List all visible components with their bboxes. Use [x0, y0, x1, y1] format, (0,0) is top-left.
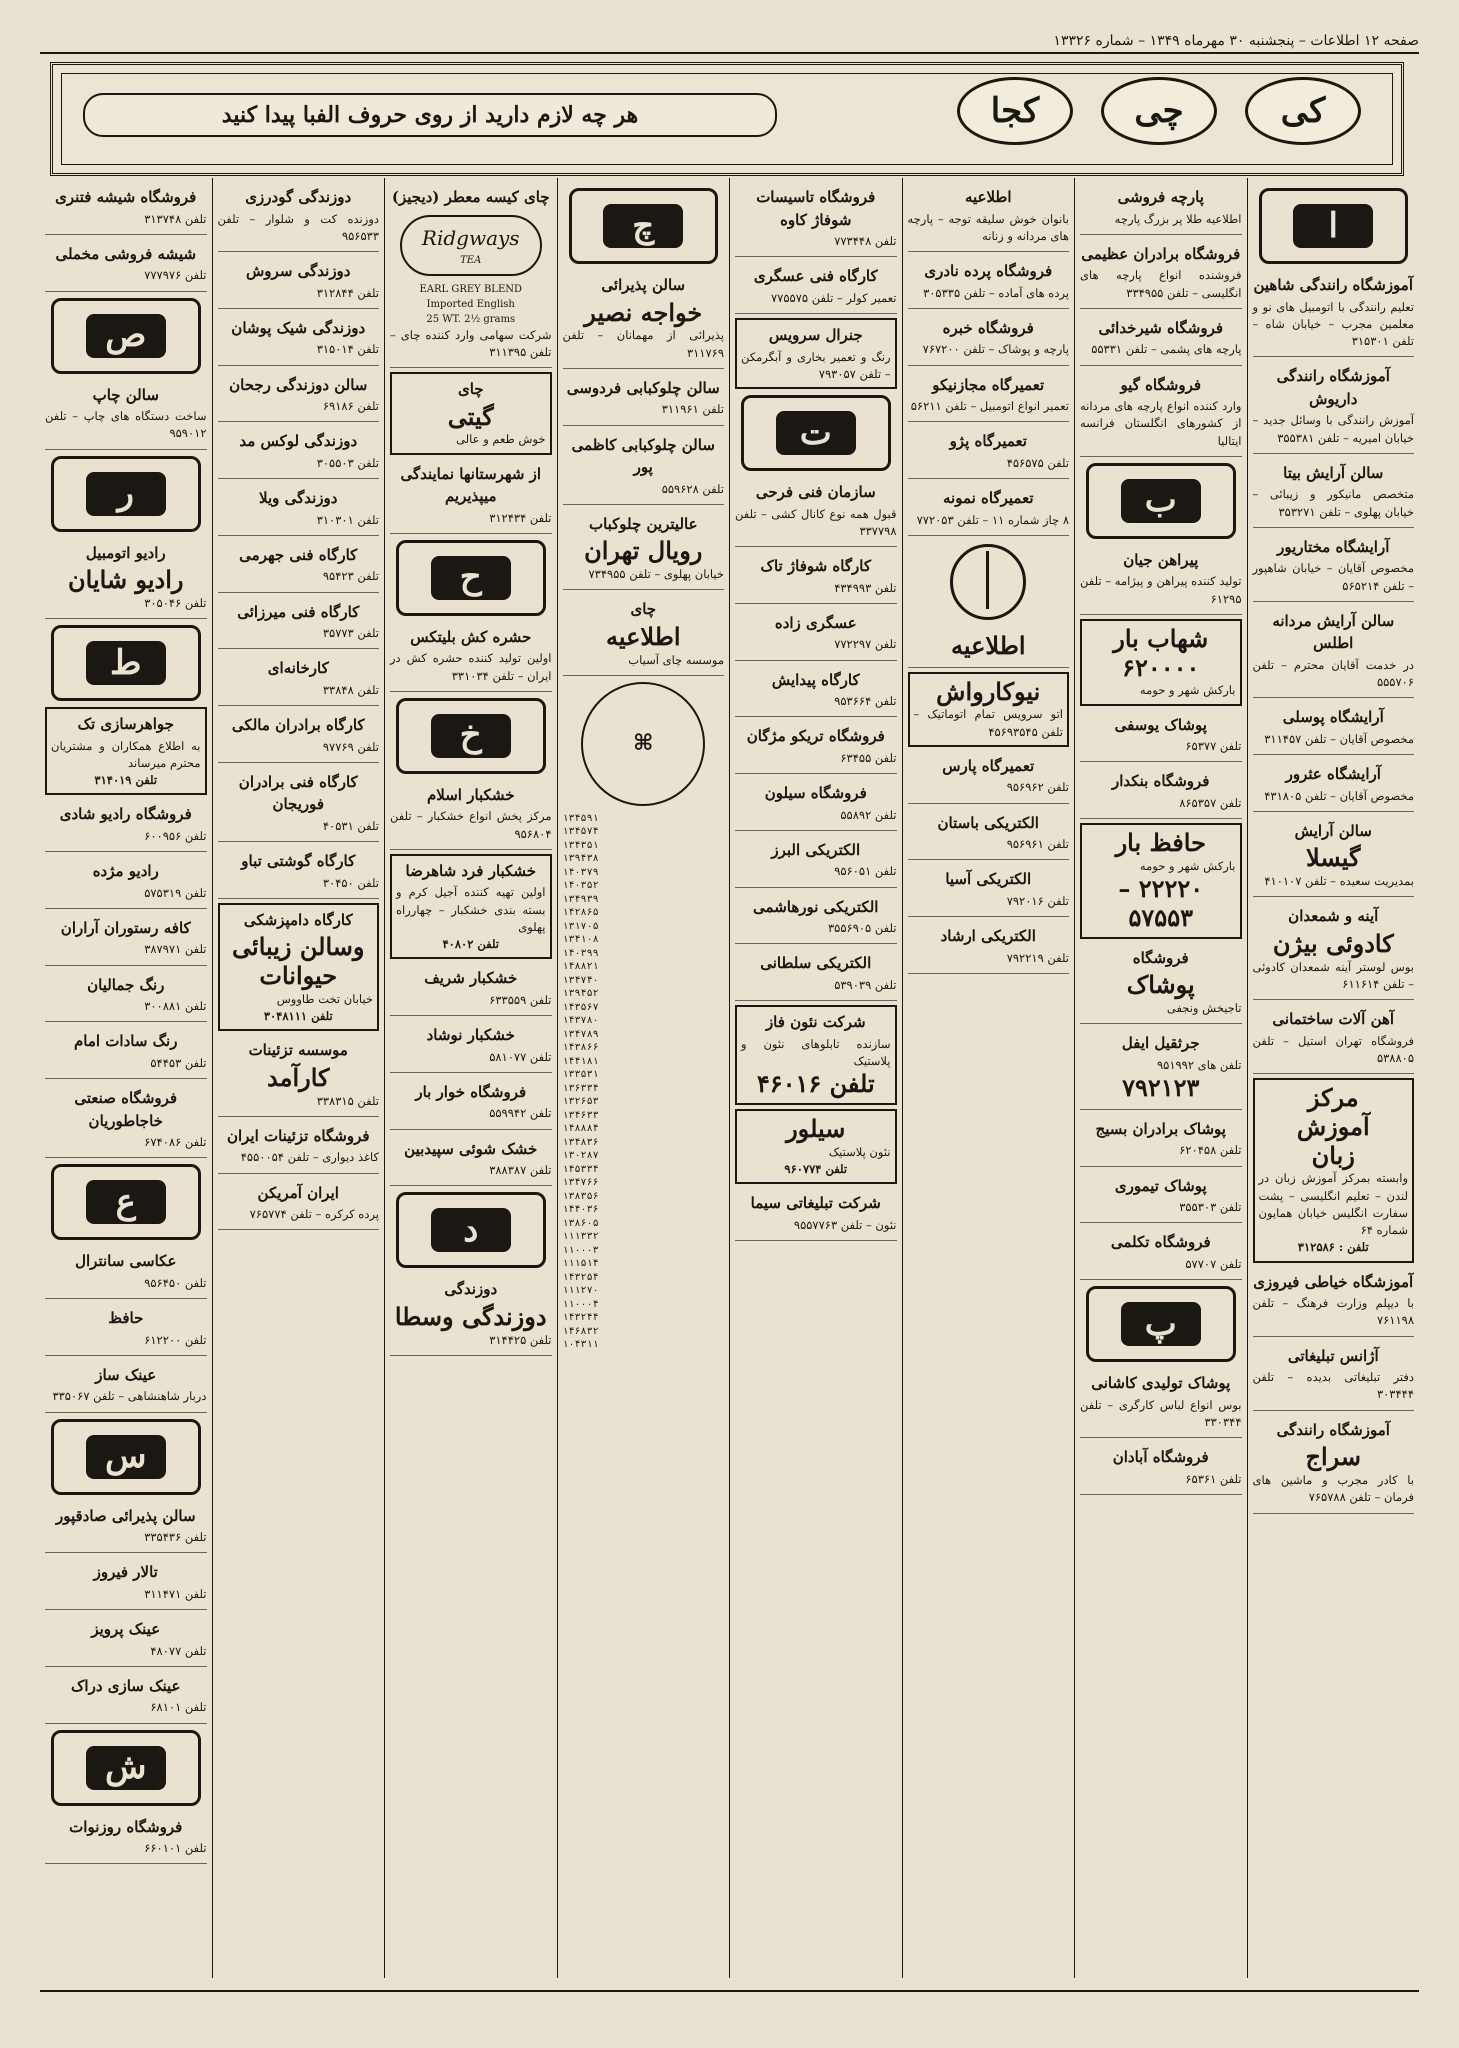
- ad: عینک پرویز تلفن ۴۸۰۷۷: [45, 1614, 207, 1667]
- banner-title: [957, 77, 1361, 145]
- number-entry: ۱۳۴۶۳۳: [562, 1109, 599, 1121]
- ad: فروشگاه تکلمی تلفن ۵۷۷۰۷: [1080, 1227, 1242, 1280]
- number-entry: ۱۴۰۳۷۹: [562, 866, 599, 878]
- number-entry: ۱۳۴۸۳۶: [562, 1136, 599, 1148]
- ad: خشک شوئی سپیدبین تلفن ۳۸۸۳۸۷: [390, 1134, 552, 1187]
- ad: فروشگاه پرده نادری پرده های آماده – تلفن ۳۰۵۳۳۵: [908, 256, 1070, 309]
- neo-carwash-ad: نیوکارواش اتو سرویس تمام اتوماتیک – تلفن ۴۵۶۹۳۵۴۵: [908, 672, 1070, 747]
- number-entry: ۱۱۰۰۰۳: [562, 1244, 599, 1256]
- ad: کارخانه‌ای تلفن ۳۳۸۴۸: [218, 653, 380, 706]
- number-entry: ۱۳۴۷۸۹: [562, 1028, 599, 1040]
- number-entry: ۱۱۱۲۷۰: [562, 1285, 599, 1297]
- number-entry: ۱۳۴۹۳۹: [562, 893, 599, 905]
- letter-dal-header: د: [396, 1192, 546, 1268]
- ad: فروشگاه سیلون تلفن ۵۵۸۹۲: [735, 778, 897, 831]
- number-entry: ۱۴۴۱۸۱: [562, 1055, 599, 1067]
- letter-re-header: ر: [51, 456, 201, 532]
- ad: سالن آرایش بیتا متخصص مانیکور و زیبائی – خیابان پهلوی – تلفن ۳۵۳۲۷۱: [1253, 458, 1415, 528]
- ad: عینک ساز دربار شاهنشاهی – تلفن ۳۳۵۰۶۷: [45, 1360, 207, 1413]
- number-entry: ۱۴۲۸۶۵: [562, 907, 599, 919]
- ad: دوزندگی دوزندگی وسطا تلفن ۳۱۴۴۲۵: [390, 1274, 552, 1356]
- ad: خشکبار شریف تلفن ۶۳۳۵۵۹: [390, 963, 552, 1016]
- neon-faz-ad: شرکت نئون فاز سازنده تابلوهای نئون و پلاستیک تلفن ۴۶۰۱۶: [735, 1005, 897, 1105]
- ad: سالن دوزندگی رجحان تلفن ۶۹۱۸۶: [218, 370, 380, 423]
- column-2: [1074, 178, 1247, 1978]
- ad: الکتریکی آسیا تلفن ۷۹۲۰۱۶: [908, 864, 1070, 917]
- ad: از شهرستانها نمایندگی میپذیریم تلفن ۳۱۲۴۳۴: [390, 459, 552, 534]
- ad: کارگاه پیدایش تلفن ۹۵۳۶۶۴: [735, 665, 897, 718]
- number-entry: ۱۳۴۱۰۸: [562, 934, 599, 946]
- ad: چای اطلاعیه موسسه چای آسیاب: [563, 594, 725, 676]
- ad: فروشگاه تزئینات ایران کاغذ دیواری – تلفن ۴۵۵۰۰۵۴: [218, 1121, 380, 1174]
- mercedes-logo-icon: [950, 544, 1026, 620]
- ad: فروشگاه آبادان تلفن ۶۵۳۶۱: [1080, 1442, 1242, 1495]
- ad: پوشاک برادران بسیج تلفن ۶۲۰۴۵۸: [1080, 1114, 1242, 1167]
- ad: سالن چاپ ساخت دستگاه های چاپ – تلفن ۹۵۹۰۱۲: [45, 380, 207, 450]
- number-entry: ۱۳۹۴۵۲: [562, 988, 599, 1000]
- ad: دوزندگی لوکس مد تلفن ۳۰۵۵۰۳: [218, 426, 380, 479]
- jewelry-ad: جواهرسازی تک به اطلاع همکاران و مشتریان محترم میرساند تلفن ۳۱۴۰۱۹: [45, 707, 207, 795]
- ad: فروشگاه صنعتی خاجاطوریان تلفن ۶۷۴۰۸۶: [45, 1083, 207, 1158]
- ad: تعمیرگاه پژو تلفن ۴۵۶۵۷۵: [908, 426, 1070, 479]
- ad: آرایشگاه عثرور مخصوص آقایان – تلفن ۴۳۱۸۰۵: [1253, 759, 1415, 812]
- ad: خشکبار نوشاد تلفن ۵۸۱۰۷۷: [390, 1020, 552, 1073]
- windmill-logo-icon: ⌘: [581, 682, 705, 806]
- number-entry: ۱۴۳۷۸۰: [562, 1015, 599, 1027]
- number-entry: ۱۳۴۳۵۱: [562, 839, 599, 851]
- ad: سالن چلوکبابی کاظمی پور تلفن ۵۵۹۶۲۸: [563, 430, 725, 505]
- page-header: [40, 30, 1419, 54]
- ad: فروشگاه خوار بار تلفن ۵۵۹۹۴۲: [390, 1077, 552, 1130]
- ad: کارگاه فنی عسگری تعمیر کولر – تلفن ۷۷۵۵۷۵: [735, 261, 897, 314]
- header-info: صفحه ۱۲ اطلاعات – پنجشنبه ۳۰ مهرماه ۱۳۴۹ – شماره ۱۳۳۲۶: [1053, 33, 1419, 49]
- number-entry: ۱۴۰۳۵۲: [562, 880, 599, 892]
- column-5: [557, 178, 730, 1978]
- letter-shin-header: ش: [51, 1730, 201, 1806]
- silvor-ad: سیلور نئون پلاستیک تلفن ۹۶۰۷۷۴: [735, 1109, 897, 1184]
- ridgways-tea-ad: چای کیسه معطر (دیجیز) Ridgways TEA EARL GREY BLEND Imported English 25 WT. 2½ grams شرکت سهامی وارد کننده چای – تلفن ۳۱۱۳۹۵: [390, 182, 552, 368]
- ad: پوشاک یوسفی تلفن ۶۵۳۷۷: [1080, 710, 1242, 763]
- column-7: [212, 178, 385, 1978]
- ad: سالن آرایش مردانه اطلس در خدمت آقایان محترم – تلفن ۵۵۵۷۰۶: [1253, 606, 1415, 699]
- number-entry: ۱۳۶۳۳۴: [562, 1082, 599, 1094]
- ad: خشکبار اسلام مرکز پخش انواع خشکبار – تلفن ۹۵۶۸۰۴: [390, 780, 552, 850]
- ad: رنگ سادات امام تلفن ۵۴۴۵۳: [45, 1026, 207, 1079]
- ad: پیراهن جیان تولید کننده پیراهن و پیژامه – تلفن ۶۱۲۹۵: [1080, 545, 1242, 615]
- crane-ad: جرثقیل ایفل تلفن های ۹۵۱۹۹۲ ۷۹۲۱۲۳: [1080, 1028, 1242, 1110]
- ad: الکتریکی باستان تلفن ۹۵۶۹۶۱: [908, 808, 1070, 861]
- ad: الکتریکی ارشاد تلفن ۷۹۲۲۱۹: [908, 921, 1070, 974]
- ad: تعمیرگاه پارس تلفن ۹۵۶۹۶۲: [908, 751, 1070, 804]
- letter-be-header: ب: [1086, 463, 1236, 539]
- ad: تعمیرگاه نمونه ۸ چاز شماره ۱۱ – تلفن ۷۷۲۰۵۳: [908, 483, 1070, 536]
- ad: شرکت تبلیغاتی سیما نئون – تلفن ۹۵۵۷۷۶۳: [735, 1188, 897, 1241]
- banner-word-ki: کی: [1245, 77, 1361, 145]
- ad: فروشگاه تریکو مژگان تلفن ۶۳۴۵۵: [735, 721, 897, 774]
- ad: پوشاک تیموری تلفن ۳۵۵۳۰۳: [1080, 1171, 1242, 1224]
- number-entry: ۱۴۰۳۹۹: [562, 947, 599, 959]
- letter-ein-header: ع: [51, 1164, 201, 1240]
- letter-sin-header: س: [51, 1419, 201, 1495]
- letter-te-header: ت: [741, 395, 891, 471]
- ad: فروشگاه شیرخدائی پارچه های پشمی – تلفن ۵۵۳۳۱: [1080, 313, 1242, 366]
- ad: خشکبار فرد شاهرضا اولین تهیه کننده آجیل کرم و بسته بندی خشکبار – چهارراه پهلوی تلفن ۴۰۸۰۲: [390, 854, 552, 960]
- number-entry: ۱۴۶۸۳۲: [562, 1325, 599, 1337]
- ad: شیشه فروشی مخملی تلفن ۷۷۷۹۷۶: [45, 239, 207, 292]
- ad: آرایشگاه پوسلی مخصوص آقایان – تلفن ۳۱۱۴۵۷: [1253, 702, 1415, 755]
- number-entry: ۱۴۴۰۳۶: [562, 1204, 599, 1216]
- giti-tea-ad: چای گیتی خوش طعم و عالی: [390, 372, 552, 455]
- vet-clinic-ad: کارگاه دامپزشکی وسالن زیبائی حیوانات خیابان تخت طاووس تلفن ۳۰۴۸۱۱۱: [218, 903, 380, 1032]
- ad: حافظ تلفن ۶۱۲۲۰۰: [45, 1303, 207, 1356]
- lottery-number-list: [563, 812, 725, 1352]
- number-entry: ۱۳۴۵۹۱: [562, 812, 599, 824]
- ad: عینک سازی دراک تلفن ۶۸۱۰۱: [45, 1671, 207, 1724]
- ad: دوزندگی سروش تلفن ۳۱۲۸۴۴: [218, 256, 380, 309]
- ad: آموزشگاه رانندگی داریوش آموزش رانندگی با وسائل جدید – خیابان امیریه – تلفن ۳۵۵۳۸۱: [1253, 361, 1415, 454]
- letter-che-header: چ: [569, 188, 719, 264]
- ad: آموزشگاه رانندگی سراج با کادر مجرب و ماشین های فرمان – تلفن ۷۶۵۷۸۸: [1253, 1415, 1415, 1514]
- ad: الکتریکی نورهاشمی تلفن ۳۵۵۶۹۰۵: [735, 892, 897, 945]
- ad: سالن چلوکبابی فردوسی تلفن ۳۱۱۹۶۱: [563, 373, 725, 426]
- number-entry: ۱۳۲۶۵۳: [562, 1096, 599, 1108]
- banner-word-chi: چی: [1101, 77, 1217, 145]
- ad: الکتریکی سلطانی تلفن ۵۳۹۰۳۹: [735, 948, 897, 1001]
- letter-alef-header: ا: [1259, 188, 1409, 264]
- letter-he-header: ح: [396, 540, 546, 616]
- ad: فروشگاه شیشه فتنری تلفن ۳۱۳۷۴۸: [45, 182, 207, 235]
- ad: فروشگاه خبره پارچه و پوشاک – تلفن ۷۶۷۲۰۰: [908, 313, 1070, 366]
- ad: آهن آلات ساختمانی فروشگاه تهران استیل – تلفن ۵۳۸۸۰۵: [1253, 1004, 1415, 1074]
- number-entry: ۱۱۰۰۰۴: [562, 1298, 599, 1310]
- ad: عالیترین چلوکباب رویال تهران خیابان پهلوی – تلفن ۷۳۴۹۵۵: [563, 509, 725, 591]
- number-entry: ۱۳۸۳۵۶: [562, 1190, 599, 1202]
- ad: تعمیرگاه مجازنیکو تعمیر انواع اتومبیل – تلفن ۵۶۲۱۱: [908, 370, 1070, 423]
- ad: کارگاه برادران مالکی تلفن ۹۷۷۶۹: [218, 710, 380, 763]
- ad: دوزندگی شیک پوشان تلفن ۳۱۵۰۱۴: [218, 313, 380, 366]
- number-entry: ۱۳۴۵۷۴: [562, 826, 599, 838]
- ad: آینه و شمعدان کادوئی بیژن بوس لوستر آینه شمعدان کادوئی – تلفن ۶۱۱۶۱۴: [1253, 901, 1415, 1000]
- ad: اطلاعیه بانوان خوش سلیقه توجه – پارچه های مردانه و زنانه: [908, 182, 1070, 252]
- ad: حشره کش بلیتکس اولین تولید کننده حشره کش در ایران – تلفن ۳۳۱۰۳۴: [390, 622, 552, 692]
- number-entry: ۱۴۸۸۸۴: [562, 1123, 599, 1135]
- column-4: [729, 178, 902, 1978]
- classified-banner: [50, 62, 1404, 176]
- ad: آرایشگاه مختاریور مخصوص آقایان – خیابان شاهپور – تلفن ۵۶۵۲۱۴: [1253, 532, 1415, 602]
- ad: دوزندگی ویلا تلفن ۳۱۰۳۰۱: [218, 483, 380, 536]
- column-6: [384, 178, 557, 1978]
- number-entry: ۱۳۳۵۳۱: [562, 1069, 599, 1081]
- ad: پوشاک تولیدی کاشانی بوس انواع لباس کارگری – تلفن ۳۳۰۳۴۴: [1080, 1368, 1242, 1438]
- number-entry: ۱۴۳۸۶۶: [562, 1042, 599, 1054]
- shahab-bar-ad: شهاب بار ۶۲۰۰۰۰ بارکش شهر و حومه: [1080, 619, 1242, 706]
- ad: سالن پذیرائی صادقپور تلفن ۳۳۵۴۳۶: [45, 1501, 207, 1554]
- ad: رادیو مژده تلفن ۵۷۵۳۱۹: [45, 856, 207, 909]
- ad: موسسه تزئینات کارآمد تلفن ۳۳۸۳۱۵: [218, 1035, 380, 1117]
- banner-note: هر چه لازم دارید از روی حروف الفبا پیدا کنید: [83, 93, 777, 137]
- ad: آموزشگاه رانندگی شاهین تعلیم رانندگی با اتومبیل های نو و معلمین مجرب – خیابان شاه – تلفن ۳۱۵۳۰۱: [1253, 270, 1415, 357]
- ad: فروشگاه روزنوات تلفن ۶۶۰۱۰۱: [45, 1812, 207, 1865]
- number-entry: ۱۴۸۸۲۱: [562, 961, 599, 973]
- ad: سازمان فنی فرحی قبول همه نوع کانال کشی – تلفن ۳۳۷۷۹۸: [735, 477, 897, 547]
- ad: کارگاه فنی میرزائی تلفن ۳۵۷۷۳: [218, 597, 380, 650]
- number-entry: ۱۳۸۶۰۵: [562, 1217, 599, 1229]
- column-1: [1247, 178, 1420, 1978]
- number-entry: ۱۱۱۵۱۴: [562, 1258, 599, 1270]
- ad: کارگاه فنی جهرمی تلفن ۹۵۴۲۳: [218, 540, 380, 593]
- number-entry: ۱۳۴۷۶۶: [562, 1177, 599, 1189]
- number-entry: ۱۱۱۳۳۲: [562, 1231, 599, 1243]
- number-entry: ۱۴۵۳۳۴: [562, 1163, 599, 1175]
- ad: جنرال سرویس رنگ و تعمیر بخاری و آبگرمکن – تلفن ۷۹۳۰۵۷: [735, 318, 897, 389]
- ad: فروشگاه گیو وارد کننده انواع پارچه های مردانه از کشورهای انگلستان فرانسه ایتالیا: [1080, 370, 1242, 457]
- notice-ad: اطلاعیه: [908, 628, 1070, 668]
- ad: ایران آمریکن پرده کرکره – تلفن ۷۶۵۷۷۴: [218, 1178, 380, 1231]
- banner-word-koja: کجا: [957, 77, 1073, 145]
- ad: فروشگاه بنکدار تلفن ۸۶۵۳۵۷: [1080, 766, 1242, 819]
- ridgways-logo: Ridgways TEA: [400, 215, 542, 276]
- ad: آژانس تبلیغاتی دفتر تبلیغاتی بدیده – تلفن ۳۰۳۴۴۴: [1253, 1341, 1415, 1411]
- classified-columns: [40, 178, 1419, 1978]
- column-3: [902, 178, 1075, 1978]
- ad: فروشگاه تاسیسات شوفاژ کاوه تلفن ۷۷۳۴۴۸: [735, 182, 897, 257]
- number-entry: ۱۴۳۲۵۴: [562, 1271, 599, 1283]
- letter-khe-header: خ: [396, 698, 546, 774]
- letter-pe-header: پ: [1086, 1286, 1236, 1362]
- ad: کارگاه فنی برادران فوریجان تلفن ۴۰۵۳۱: [218, 767, 380, 842]
- ad: فروشگاه رادیو شادی تلفن ۶۰۰۹۵۶: [45, 799, 207, 852]
- footer-rule: [40, 1990, 1419, 1992]
- ad: پارچه فروشی اطلاعیه طلا پر بزرگ پارچه: [1080, 182, 1242, 235]
- ad: فروشگاه پوشاک تاجیخش ونجفی: [1080, 943, 1242, 1025]
- ad: آموزشگاه خیاطی فیروزی با دیپلم وزارت فرهنگ – تلفن ۷۶۱۱۹۸: [1253, 1267, 1415, 1337]
- letter-sad-header: ص: [51, 298, 201, 374]
- ad: عکاسی سانترال تلفن ۹۵۶۴۵۰: [45, 1246, 207, 1299]
- number-entry: ۱۳۰۲۸۷: [562, 1150, 599, 1162]
- letter-ta-header: ط: [51, 625, 201, 701]
- column-8: [40, 178, 212, 1978]
- ad: الکتریکی البرز تلفن ۹۵۶۰۵۱: [735, 835, 897, 888]
- ad: کارگاه گوشتی تباو تلفن ۳۰۴۵۰: [218, 846, 380, 899]
- number-entry: ۱۳۴۷۴۰: [562, 974, 599, 986]
- ad: کافه رستوران آراران تلفن ۳۸۷۹۷۱: [45, 913, 207, 966]
- ad: دوزندگی گودرزی دوزنده کت و شلوار – تلفن ۹۵۶۵۳۳: [218, 182, 380, 252]
- number-entry: ۱۳۹۴۳۸: [562, 853, 599, 865]
- language-school-ad: مرکز آموزش زبان وابسته بمرکز آموزش زبان در لندن – تعلیم انگلیسی – پشت سفارت انگلیس خیابان همایون شماره ۶۴ تلفن : ۳۱۲۵۸۶: [1253, 1078, 1415, 1263]
- ad: سالن پذیرائی خواجه نصیر پذیرائی از مهمانان – تلفن ۳۱۱۷۶۹: [563, 270, 725, 369]
- ad: فروشگاه برادران عظیمی فروشنده انواع پارچه های انگلیسی – تلفن ۳۳۴۹۵۵: [1080, 239, 1242, 309]
- hafez-bar-ad: حافظ بار بارکش شهر و حومه ۲۲۲۲۰ – ۵۷۵۵۳: [1080, 823, 1242, 939]
- number-entry: ۱۴۳۲۴۴: [562, 1312, 599, 1324]
- ad: کارگاه شوفاژ تاک تلفن ۴۳۴۹۹۳: [735, 551, 897, 604]
- number-entry: ۱۴۳۵۶۷: [562, 1001, 599, 1013]
- number-entry: ۱۳۱۷۰۵: [562, 920, 599, 932]
- ad: عسگری زاده تلفن ۷۷۲۲۹۷: [735, 608, 897, 661]
- ad: رادیو اتومبیل رادیو شایان تلفن ۳۰۵۰۴۶: [45, 538, 207, 620]
- ad: سالن آرایش گیسلا بمدیریت سعیده – تلفن ۴۱۰۱۰۷: [1253, 816, 1415, 898]
- number-entry: ۱۰۴۳۱۱: [562, 1339, 599, 1351]
- ad: رنگ جمالیان تلفن ۳۰۰۸۸۱: [45, 970, 207, 1023]
- ad: تالار فیروز تلفن ۳۱۱۴۷۱: [45, 1557, 207, 1610]
